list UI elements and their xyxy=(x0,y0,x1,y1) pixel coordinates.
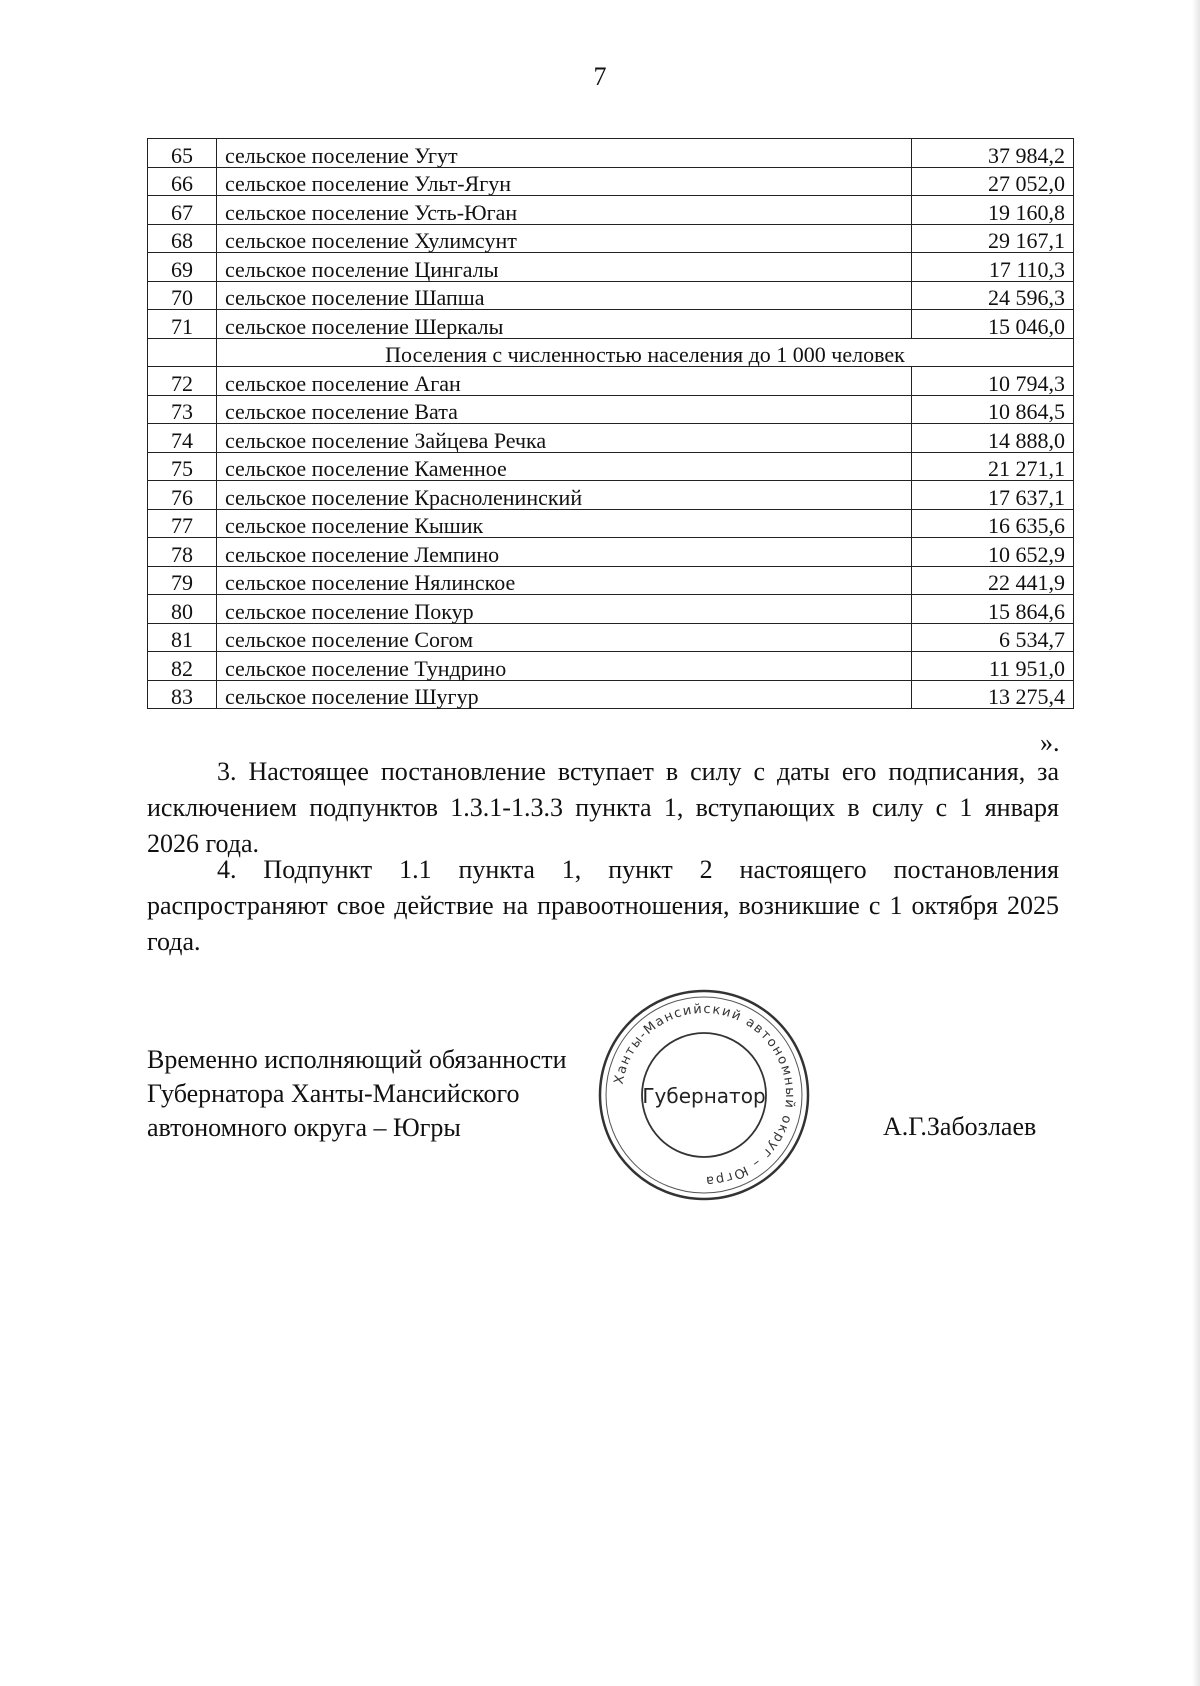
settlement-name: сельское поселение Угут xyxy=(217,139,912,168)
row-number: 72 xyxy=(148,367,217,396)
row-number: 69 xyxy=(148,253,217,282)
table-row xyxy=(148,281,1074,310)
row-number: 76 xyxy=(148,481,217,510)
row-number: 71 xyxy=(148,310,217,339)
settlement-name: сельское поселение Шеркалы xyxy=(217,310,912,339)
settlement-value: 16 635,6 xyxy=(912,509,1074,538)
table-row xyxy=(148,253,1074,282)
table-row xyxy=(148,680,1074,709)
row-number: 82 xyxy=(148,652,217,681)
settlements-table xyxy=(147,138,1074,709)
stamp-ring-text: Ханты-Мансийский автономный округ – Югра xyxy=(611,1001,798,1189)
row-number: 77 xyxy=(148,509,217,538)
table-row xyxy=(148,452,1074,481)
table-row xyxy=(148,424,1074,453)
settlement-value: 10 794,3 xyxy=(912,367,1074,396)
table-body-bottom xyxy=(148,367,1074,709)
settlement-name: сельское поселение Нялинское xyxy=(217,566,912,595)
row-number: 75 xyxy=(148,452,217,481)
table-row xyxy=(148,367,1074,396)
row-number: 80 xyxy=(148,595,217,624)
stamp-center-text: Губернатор xyxy=(642,1084,766,1108)
settlement-value: 27 052,0 xyxy=(912,167,1074,196)
table-row xyxy=(148,566,1074,595)
row-number: 67 xyxy=(148,196,217,225)
row-number: 81 xyxy=(148,623,217,652)
row-number: 73 xyxy=(148,395,217,424)
settlement-name: сельское поселение Каменное xyxy=(217,452,912,481)
scan-edge xyxy=(1192,0,1200,1686)
table-row xyxy=(148,196,1074,225)
settlement-value: 14 888,0 xyxy=(912,424,1074,453)
table-row xyxy=(148,623,1074,652)
row-number: 66 xyxy=(148,167,217,196)
settlement-name: сельское поселение Лемпино xyxy=(217,538,912,567)
settlement-value: 29 167,1 xyxy=(912,224,1074,253)
section-row xyxy=(148,338,1074,367)
row-number: 79 xyxy=(148,566,217,595)
settlement-name: сельское поселение Тундрино xyxy=(217,652,912,681)
settlement-value: 15 046,0 xyxy=(912,310,1074,339)
settlement-name: сельское поселение Цингалы xyxy=(217,253,912,282)
settlement-name: сельское поселение Аган xyxy=(217,367,912,396)
settlement-name: сельское поселение Красноленинский xyxy=(217,481,912,510)
signer-line-2: Губернатора Ханты-Мансийского xyxy=(147,1079,520,1108)
table-row xyxy=(148,538,1074,567)
paragraph-4: 4. Подпункт 1.1 пункта 1, пункт 2 настоящего постановления распространяют свое действие на правоотношения, возникшие с 1 октября 2025 года. xyxy=(147,855,1059,956)
table-row xyxy=(148,509,1074,538)
settlement-name: сельское поселение Согом xyxy=(217,623,912,652)
settlement-name: сельское поселение Хулимсунт xyxy=(217,224,912,253)
table-row xyxy=(148,395,1074,424)
settlement-name: сельское поселение Кышик xyxy=(217,509,912,538)
settlement-value: 15 864,6 xyxy=(912,595,1074,624)
settlement-name: сельское поселение Шугур xyxy=(217,680,912,709)
signer-title xyxy=(147,1043,617,1145)
signer-line-3: автономного округа – Югры xyxy=(147,1113,461,1142)
section-header: Поселения с численностью населения до 1 000 человек xyxy=(217,338,1074,367)
settlement-value: 10 652,9 xyxy=(912,538,1074,567)
table-row xyxy=(148,652,1074,681)
settlement-name: сельское поселение Усть-Юган xyxy=(217,196,912,225)
settlement-value: 37 984,2 xyxy=(912,139,1074,168)
table-row xyxy=(148,224,1074,253)
row-number: 78 xyxy=(148,538,217,567)
settlement-value: 17 637,1 xyxy=(912,481,1074,510)
row-number: 83 xyxy=(148,680,217,709)
settlement-name: сельское поселение Шапша xyxy=(217,281,912,310)
settlement-name: сельское поселение Зайцева Речка xyxy=(217,424,912,453)
settlement-value: 24 596,3 xyxy=(912,281,1074,310)
table-row xyxy=(148,139,1074,168)
settlement-value: 6 534,7 xyxy=(912,623,1074,652)
page-number: 7 xyxy=(593,62,607,91)
row-number: 70 xyxy=(148,281,217,310)
official-stamp xyxy=(594,985,814,1205)
table-row xyxy=(148,595,1074,624)
paragraph-3: 3. Настоящее постановление вступает в силу с даты его подписания, за исключением подпунктов 1.3.1-1.3.3 пункта 1, вступающих в силу с 1 января 2026 года. xyxy=(147,757,1059,858)
settlement-value: 21 271,1 xyxy=(912,452,1074,481)
settlement-name: сельское поселение Покур xyxy=(217,595,912,624)
table-body-top xyxy=(148,139,1074,339)
table-row xyxy=(148,481,1074,510)
closing-quote: ». xyxy=(1040,728,1060,757)
settlement-name: сельское поселение Ульт-Ягун xyxy=(217,167,912,196)
table-row xyxy=(148,167,1074,196)
settlement-name: сельское поселение Вата xyxy=(217,395,912,424)
settlement-value: 22 441,9 xyxy=(912,566,1074,595)
settlement-value: 10 864,5 xyxy=(912,395,1074,424)
settlement-value: 13 275,4 xyxy=(912,680,1074,709)
table-row xyxy=(148,310,1074,339)
signer-name: А.Г.Забозлаев xyxy=(883,1112,1037,1141)
signer-line-1: Временно исполняющий обязанности xyxy=(147,1045,567,1074)
row-number: 65 xyxy=(148,139,217,168)
settlement-value: 17 110,3 xyxy=(912,253,1074,282)
row-number: 68 xyxy=(148,224,217,253)
table-section xyxy=(148,338,1074,367)
section-num-cell xyxy=(148,338,217,367)
settlement-value: 11 951,0 xyxy=(912,652,1074,681)
settlement-value: 19 160,8 xyxy=(912,196,1074,225)
row-number: 74 xyxy=(148,424,217,453)
